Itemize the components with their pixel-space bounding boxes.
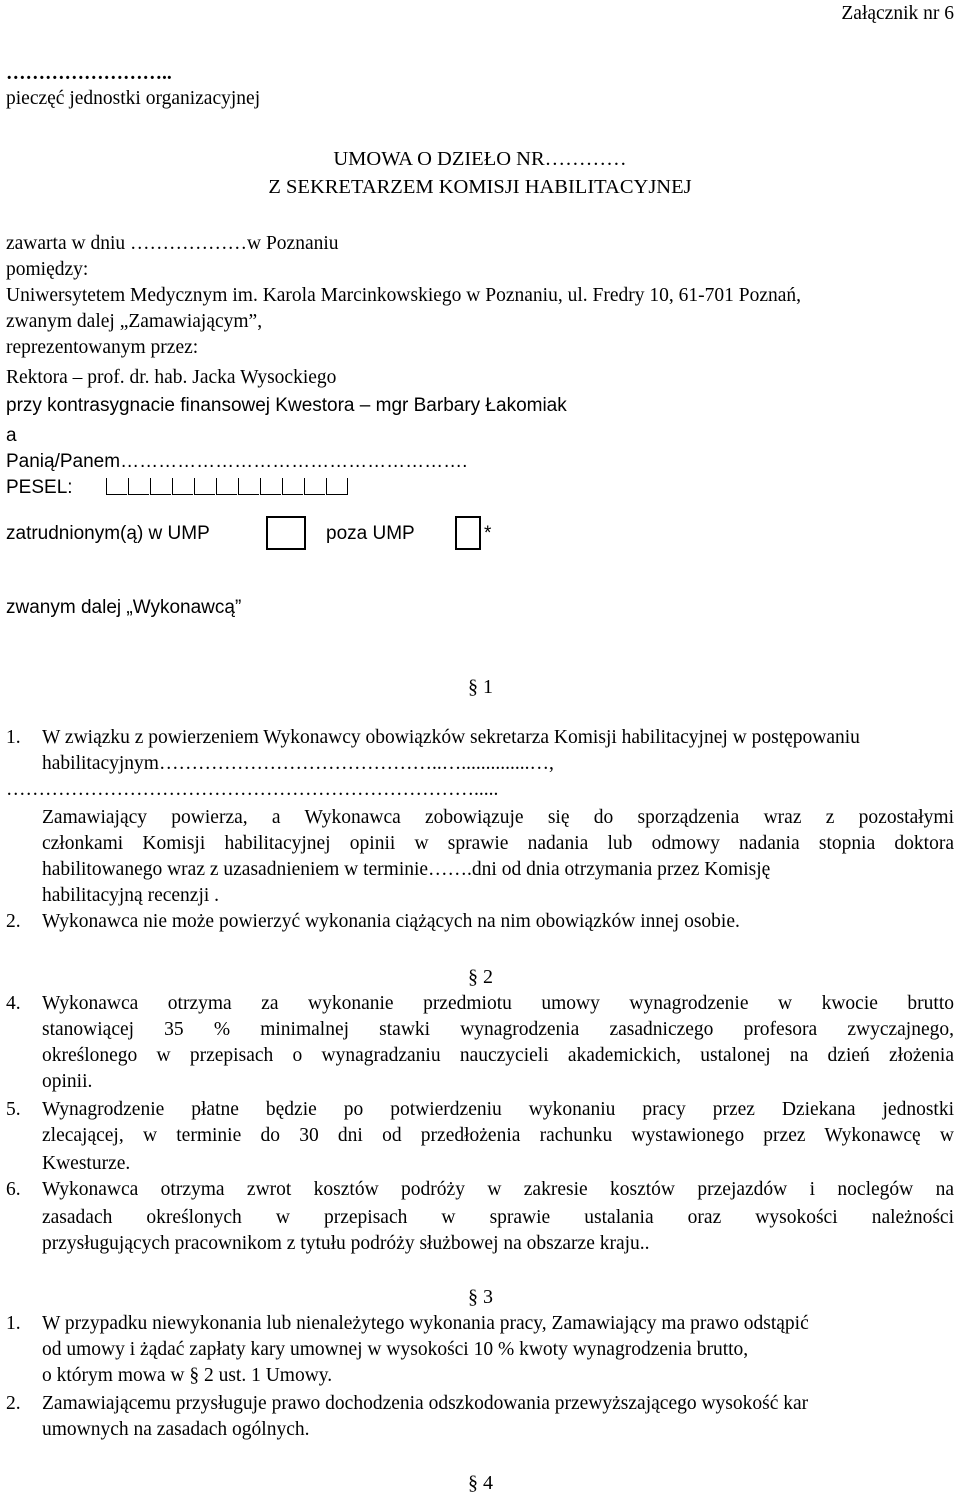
p2-item-6-line-2: zasadach określonych w przepisach w sprawie ustalania oraz wysokości należności [42, 1207, 954, 1228]
title-line-2: Z SEKRETARZEM KOMISJI HABILITACYJNEJ [268, 176, 692, 198]
p1-line-4: Zamawiający powierza, a Wykonawca zobowiązuje się do sporządzenia wraz z pozostałymi [42, 807, 954, 828]
concluded-line: zawarta w dniu ………………w Poznaniu [6, 233, 339, 254]
pesel-row [6, 476, 349, 500]
called-ordering-line: zwanym dalej „Zamawiającym”, [6, 311, 263, 332]
between-line: pomiędzy: [6, 259, 89, 280]
p1-line-3: ………………………………………………………………..... [6, 779, 499, 800]
p3-item-1-line-3: o którym mowa w § 2 ust. 1 Umowy. [42, 1365, 333, 1386]
mr-mrs-line: Panią/Panem………………………………………………. [6, 451, 468, 472]
p2-item-5-line-1: Wynagrodzenie płatne będzie po potwierdzeniu wykonaniu pracy przez Dziekana jednostki [42, 1099, 954, 1120]
p2-item-6-line-1: Wykonawca otrzyma zwrot kosztów podróży w zakresie kosztów przejazdów i noclegów na [42, 1179, 954, 1200]
and-line: a [6, 425, 17, 446]
section-1-heading: § 1 [468, 676, 493, 698]
p2-item-5-line-2: zlecającej, w terminie do 30 dni od przedłożenia rachunku wystawionego przez Wykonawcę w [42, 1125, 954, 1146]
p1-line-7: habilitacyjną recenzji . [42, 885, 220, 906]
p2-item-5-number: 5. [6, 1099, 21, 1120]
p3-item-1-line-1: W przypadku niewykonania lub nienależytego wykonania pracy, Zamawiający ma prawo odstąpić [42, 1313, 809, 1334]
section-2-heading: § 2 [468, 966, 493, 988]
p2-item-5-line-3: Kwesturze. [42, 1153, 131, 1174]
p2-item-4-line-4: opinii. [42, 1071, 93, 1092]
pesel-digit-slots[interactable] [106, 476, 349, 500]
p3-item-1-line-2: od umowy i żądać zapłaty kary umownej w wysokości 10 % kwoty wynagrodzenia brutto, [42, 1339, 749, 1360]
p1-line-2: habilitacyjnym……………………………………..…..............…, [42, 753, 554, 774]
stamp-dots: …………………….. [6, 63, 172, 84]
p1-line-5: członkami Komisji habilitacyjnej opinii w sprawie nadania lub odmowy nadania stopnia doktora [42, 833, 954, 854]
p3-item-1-number: 1. [6, 1313, 21, 1334]
p1-item-1-number: 1. [6, 727, 21, 748]
called-contractor-line: zwanym dalej „Wykonawcą” [6, 597, 242, 618]
p3-item-2-line-1: Zamawiającemu przysługuje prawo dochodzenia odszkodowania przewyższającego wysokość kar [42, 1393, 809, 1414]
p3-item-2-number: 2. [6, 1393, 21, 1414]
section-4-heading: § 4 [468, 1472, 493, 1494]
employed-in-checkbox[interactable] [266, 516, 306, 550]
university-line: Uniwersytetem Medycznym im. Karola Marcinkowskiego w Poznaniu, ul. Fredry 10, 61-701 Poznań, [6, 285, 802, 306]
p1-line-6: habilitowanego wraz z uzasadnieniem w terminie…….dni od dnia otrzymania przez Komisję [42, 859, 771, 880]
p2-item-4-line-1: Wykonawca otrzyma za wykonanie przedmiotu umowy wynagrodzenie w kwocie brutto [42, 993, 954, 1014]
p3-item-2-line-2: umownych na zasadach ogólnych. [42, 1419, 310, 1440]
countersign-line: przy kontrasygnacie finansowej Kwestora – mgr Barbary Łakomiak [6, 395, 567, 416]
p2-item-4-line-3: określonego w przepisach o wynagradzaniu nauczycieli akademickich, ustalonej na dzień złożenia [42, 1045, 954, 1066]
p2-item-6-line-3: przysługujących pracownikom z tytułu podróży służbowej na obszarze kraju.. [42, 1233, 650, 1254]
annex-label: Załącznik nr 6 [841, 3, 954, 24]
asterisk-note: * [484, 523, 492, 544]
stamp-label: pieczęć jednostki organizacyjnej [6, 88, 261, 109]
p1-line-1: W związku z powierzeniem Wykonawcy obowiązków sekretarza Komisji habilitacyjnej w postępowaniu [42, 727, 860, 748]
p1-line-8: Wykonawca nie może powierzyć wykonania ciążących na nim obowiązków innej osobie. [42, 911, 740, 932]
rector-line: Rektora – prof. dr. hab. Jacka Wysockiego [6, 367, 337, 388]
p2-item-4-number: 4. [6, 993, 21, 1014]
pesel-label: PESEL: [6, 477, 73, 498]
outside-checkbox[interactable] [455, 516, 481, 550]
outside-label: poza UMP [326, 523, 415, 544]
p2-item-4-line-2: stanowiącej 35 % minimalnej stawki wynagrodzenia zasadniczego profesora zwyczajnego, [42, 1019, 954, 1040]
title-line-1: UMOWA O DZIEŁO NR………… [333, 148, 627, 170]
employed-in-label: zatrudnionym(ą) w UMP [6, 523, 210, 544]
section-3-heading: § 3 [468, 1286, 493, 1308]
p2-item-6-number: 6. [6, 1179, 21, 1200]
p1-item-2-number: 2. [6, 911, 21, 932]
represented-line: reprezentowanym przez: [6, 337, 199, 358]
